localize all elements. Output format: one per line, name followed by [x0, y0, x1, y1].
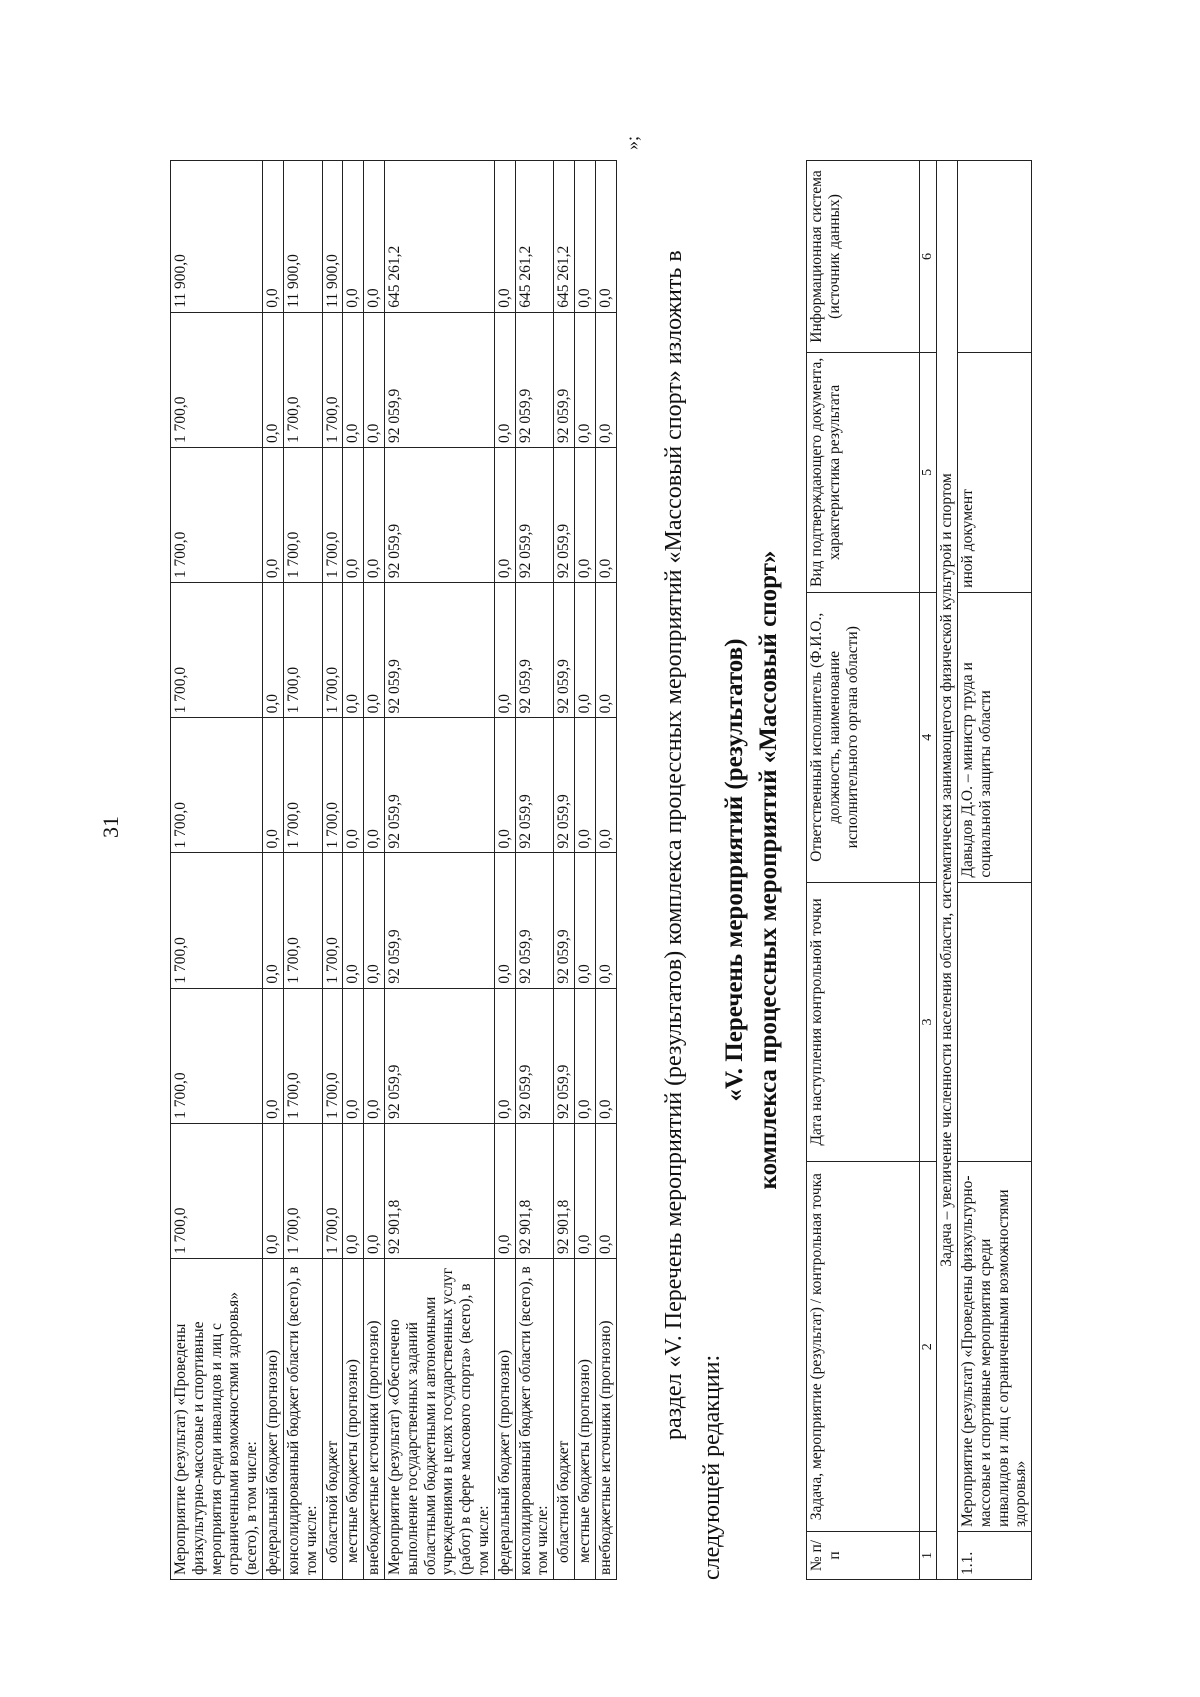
table-row	[283, 161, 322, 1580]
total-cell: 0,0	[575, 161, 596, 313]
value-cell: 1 700,0	[283, 583, 322, 718]
value-cell: 0,0	[595, 447, 616, 582]
closing-quote-mark: »;	[622, 135, 642, 150]
value-cell: 0,0	[263, 583, 284, 718]
value-cell: 1 700,0	[171, 853, 263, 988]
value-cell: 0,0	[263, 447, 284, 582]
column-index: 6	[920, 161, 937, 353]
value-cell: 1 700,0	[283, 988, 322, 1123]
value-cell: 1 700,0	[322, 447, 343, 582]
value-cell: 1 700,0	[171, 447, 263, 582]
column-header-activity: Задача, мероприятие (результат) / контрольная точка	[807, 1162, 920, 1532]
value-cell: 0,0	[343, 988, 364, 1123]
value-cell: 92 059,9	[554, 447, 575, 582]
value-cell: 0,0	[343, 853, 364, 988]
column-header-system: Информационная система (источник данных)	[807, 161, 920, 353]
value-cell: 0,0	[364, 312, 385, 447]
rotated-page-content	[170, 135, 1030, 1580]
total-cell: 0,0	[343, 161, 364, 313]
task-row	[937, 161, 958, 1580]
value-cell: 92 059,9	[515, 583, 554, 718]
total-cell: 0,0	[494, 161, 515, 313]
value-cell: 1 700,0	[283, 718, 322, 853]
table-row	[554, 161, 575, 1580]
value-cell: 92 059,9	[515, 447, 554, 582]
value-cell: 0,0	[364, 853, 385, 988]
column-index: 1	[920, 1532, 937, 1580]
total-cell: 11 900,0	[283, 161, 322, 313]
value-cell: 0,0	[595, 988, 616, 1123]
value-cell: 92 059,9	[384, 853, 494, 988]
total-cell: 11 900,0	[322, 161, 343, 313]
value-cell: 92 059,9	[515, 312, 554, 447]
row-label: местные бюджеты (прогнозно)	[575, 1259, 596, 1580]
value-cell: 0,0	[263, 1123, 284, 1258]
value-cell: 92 059,9	[515, 853, 554, 988]
value-cell: 0,0	[575, 312, 596, 447]
value-cell: 0,0	[595, 312, 616, 447]
table-row	[595, 161, 616, 1580]
value-cell: 92 059,9	[554, 853, 575, 988]
total-cell: 645 261,2	[515, 161, 554, 313]
document-cell: иной документ	[957, 352, 1031, 592]
value-cell: 0,0	[595, 718, 616, 853]
responsible-cell: Давыдов Д.О. – министр труда и социальной защиты области	[957, 592, 1031, 882]
value-cell: 0,0	[343, 1123, 364, 1258]
row-label: внебюджетные источники (прогнозно)	[595, 1259, 616, 1580]
section-title-line-2: комплекса процессных мероприятий «Массовый спорт»	[754, 550, 782, 1190]
value-cell: 0,0	[575, 853, 596, 988]
table-row	[171, 161, 263, 1580]
value-cell: 0,0	[364, 718, 385, 853]
total-cell: 0,0	[595, 161, 616, 313]
value-cell: 1 700,0	[322, 718, 343, 853]
table-row	[263, 161, 284, 1580]
total-cell: 11 900,0	[171, 161, 263, 313]
row-label: местные бюджеты (прогнозно)	[343, 1259, 364, 1580]
value-cell: 92 059,9	[554, 988, 575, 1123]
value-cell: 0,0	[364, 447, 385, 582]
row-label: областной бюджет	[322, 1259, 343, 1580]
financing-table	[170, 160, 617, 1580]
value-cell: 0,0	[575, 1123, 596, 1258]
value-cell: 1 700,0	[322, 1123, 343, 1258]
column-index: 3	[920, 882, 937, 1162]
section-title-line-1: «V. Перечень мероприятий (результатов)	[721, 638, 748, 1102]
table-row	[322, 161, 343, 1580]
value-cell: 1 700,0	[283, 853, 322, 988]
value-cell: 1 700,0	[322, 312, 343, 447]
row-label: Мероприятие (результат) «Обеспечено выполнение государственных заданий областными бюджетными и автономными учреждениями в целях государственных услуг (работ) в сфере массового спорта» (всего), в том числе:	[384, 1259, 494, 1580]
value-cell: 0,0	[575, 988, 596, 1123]
value-cell: 0,0	[494, 312, 515, 447]
value-cell: 0,0	[575, 718, 596, 853]
intro-paragraph: раздел «V. Перечень мероприятий (результатов) комплекса процессных мероприятий «Массовый спорт» изложить в следующей редакции:	[661, 250, 726, 1580]
column-header-responsible: Ответственный исполнитель (Ф.И.О., должность, наименование исполнительного органа области)	[807, 592, 920, 882]
table-row	[515, 161, 554, 1580]
value-cell: 1 700,0	[322, 988, 343, 1123]
value-cell: 0,0	[263, 312, 284, 447]
value-cell: 92 059,9	[384, 583, 494, 718]
value-cell: 1 700,0	[322, 583, 343, 718]
value-cell: 0,0	[364, 1123, 385, 1258]
column-index: 4	[920, 592, 937, 882]
value-cell: 0,0	[364, 988, 385, 1123]
value-cell: 92 059,9	[384, 312, 494, 447]
value-cell: 0,0	[595, 583, 616, 718]
value-cell: 92 059,9	[384, 988, 494, 1123]
column-header-document: Вид подтверждающего документа, характеристика результата	[807, 352, 920, 592]
value-cell: 0,0	[595, 853, 616, 988]
value-cell: 0,0	[364, 583, 385, 718]
value-cell: 92 059,9	[554, 718, 575, 853]
system-cell	[957, 161, 1031, 353]
value-cell: 1 700,0	[322, 853, 343, 988]
row-label: областной бюджет	[554, 1259, 575, 1580]
value-cell: 0,0	[343, 312, 364, 447]
value-cell: 92 059,9	[554, 583, 575, 718]
table-header-row	[807, 161, 920, 1580]
row-label: федеральный бюджет (прогнозно)	[494, 1259, 515, 1580]
row-label: Мероприятие (результат) «Проведены физкультурно-массовые и спортивные мероприятия среди инвалидов и лиц с ограниченными возможностями здоровья» (всего), в том числе:	[171, 1259, 263, 1580]
value-cell: 1 700,0	[171, 583, 263, 718]
value-cell: 0,0	[494, 853, 515, 988]
value-cell: 1 700,0	[171, 718, 263, 853]
column-index: 2	[920, 1162, 937, 1532]
table-row	[364, 161, 385, 1580]
value-cell: 0,0	[494, 988, 515, 1123]
value-cell: 1 700,0	[283, 312, 322, 447]
value-cell: 92 059,9	[515, 988, 554, 1123]
value-cell: 0,0	[575, 583, 596, 718]
value-cell: 92 901,8	[515, 1123, 554, 1258]
value-cell: 0,0	[494, 718, 515, 853]
activity-cell: Мероприятие (результат) «Проведены физкультурно-массовые и спортивные мероприятия среди инвалидов и лиц с ограниченными возможностями здоровья»	[957, 1162, 1031, 1532]
results-table	[806, 160, 1032, 1580]
row-number: 1.1.	[957, 1532, 1031, 1580]
value-cell: 1 700,0	[171, 1123, 263, 1258]
table-row	[343, 161, 364, 1580]
table-row	[957, 161, 1031, 1580]
total-cell: 0,0	[263, 161, 284, 313]
row-label: консолидированный бюджет области (всего), в том числе:	[515, 1259, 554, 1580]
section-title	[718, 160, 786, 1580]
value-cell: 0,0	[494, 583, 515, 718]
row-label: федеральный бюджет (прогнозно)	[263, 1259, 284, 1580]
value-cell: 0,0	[343, 718, 364, 853]
value-cell: 0,0	[494, 1123, 515, 1258]
column-header-date: Дата наступления контрольной точки	[807, 882, 920, 1162]
value-cell: 1 700,0	[283, 447, 322, 582]
table-row	[494, 161, 515, 1580]
value-cell: 1 700,0	[171, 312, 263, 447]
table-row	[575, 161, 596, 1580]
value-cell: 92 059,9	[515, 718, 554, 853]
page-number: 31	[98, 816, 123, 838]
value-cell: 92 059,9	[554, 312, 575, 447]
date-cell	[957, 882, 1031, 1162]
task-description: Задача – увеличение численности населения области, систематически занимающегося физической культурой и спортом	[937, 161, 958, 1580]
value-cell: 0,0	[263, 853, 284, 988]
table-row	[384, 161, 494, 1580]
value-cell: 0,0	[343, 583, 364, 718]
column-index: 5	[920, 352, 937, 592]
value-cell: 92 059,9	[384, 718, 494, 853]
value-cell: 0,0	[343, 447, 364, 582]
value-cell: 92 901,8	[554, 1123, 575, 1258]
value-cell: 92 901,8	[384, 1123, 494, 1258]
total-cell: 0,0	[364, 161, 385, 313]
value-cell: 0,0	[575, 447, 596, 582]
value-cell: 1 700,0	[171, 988, 263, 1123]
row-label: консолидированный бюджет области (всего), в том числе:	[283, 1259, 322, 1580]
value-cell: 92 059,9	[384, 447, 494, 582]
column-header-number: № п/п	[807, 1532, 920, 1580]
column-index-row	[920, 161, 937, 1580]
value-cell: 0,0	[494, 447, 515, 582]
value-cell: 0,0	[595, 1123, 616, 1258]
value-cell: 0,0	[263, 718, 284, 853]
total-cell: 645 261,2	[384, 161, 494, 313]
total-cell: 645 261,2	[554, 161, 575, 313]
value-cell: 1 700,0	[283, 1123, 322, 1258]
row-label: внебюджетные источники (прогнозно)	[364, 1259, 385, 1580]
value-cell: 0,0	[263, 988, 284, 1123]
